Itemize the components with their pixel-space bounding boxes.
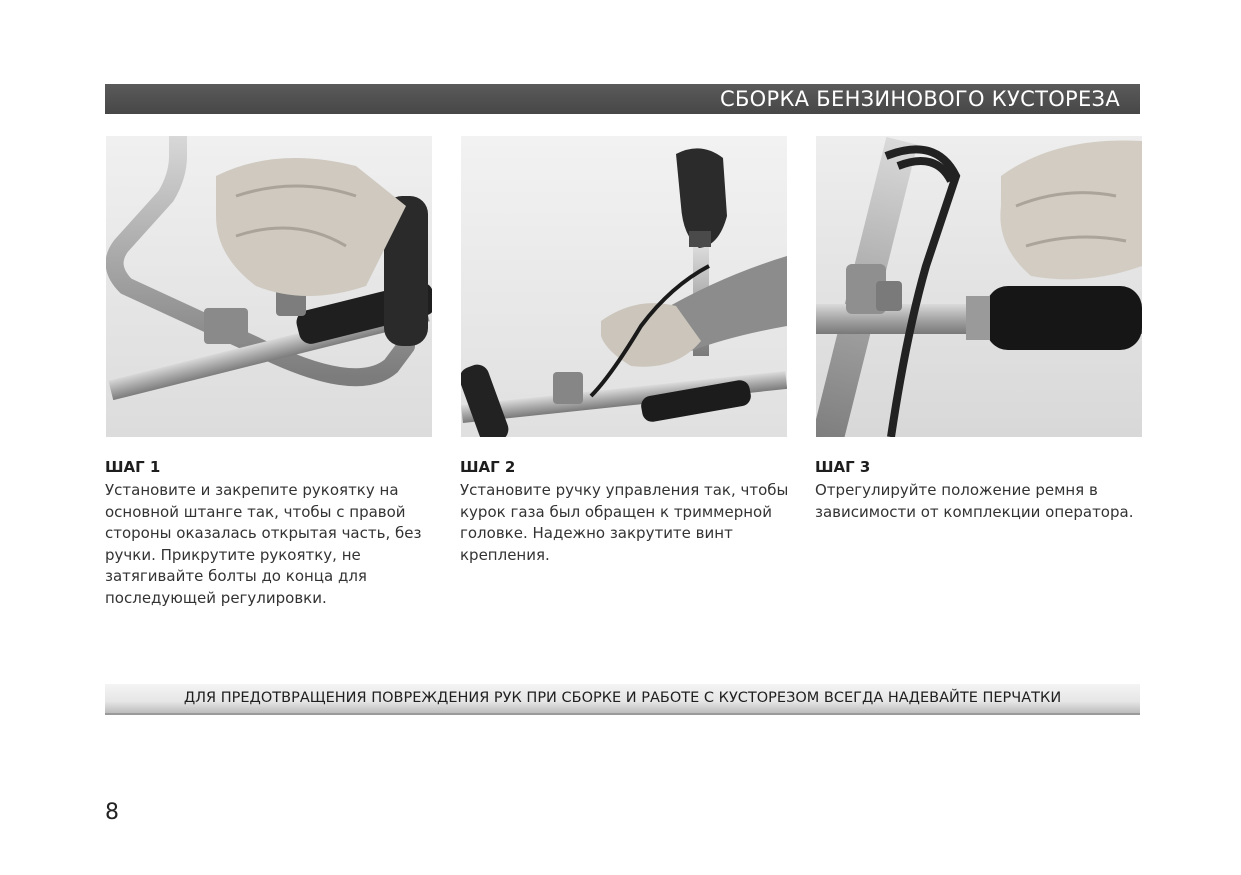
step2-photo [461,136,787,437]
photo-step2-icon [461,136,787,437]
step-2-title: ШАГ 2 [460,458,516,476]
gloves-warning [105,684,1140,715]
step-3-title: ШАГ 3 [815,458,871,476]
step-2 [460,458,790,566]
gloves-warning-text: ДЛЯ ПРЕДОТВРАЩЕНИЯ ПОВРЕЖДЕНИЯ РУК ПРИ СБОРКЕ И РАБОТЕ С КУСТОРЕЗОМ ВСЕГДА НАДЕВАЙТЕ ПЕРЧАТКИ [183,690,1062,706]
step-1 [105,458,435,609]
photo-step3-icon [816,136,1142,437]
step-1-title: ШАГ 1 [105,458,161,476]
step-3-text: Отрегулируйте положение ремня в зависимости от комплекции оператора. [815,481,1134,521]
step-2-text: Установите ручку управления так, чтобы курок газа был обращен к триммерной головке. Надежно закрутите винт крепления. [460,481,789,564]
page-number: 8 [105,800,119,825]
section-title: СБОРКА БЕНЗИНОВОГО КУСТОРЕЗА [719,87,1120,111]
step3-photo [816,136,1142,437]
step-3 [815,458,1145,523]
section-header [105,84,1140,114]
step-1-text: Установите и закрепите рукоятку на основной штанге так, чтобы с правой стороны оказалась открытая часть, без ручки. Прикрутите рукоятку, не затягивайте болты до конца для последующей регулировки. [105,481,422,607]
photo-step1-icon [106,136,432,437]
step1-photo [106,136,432,437]
